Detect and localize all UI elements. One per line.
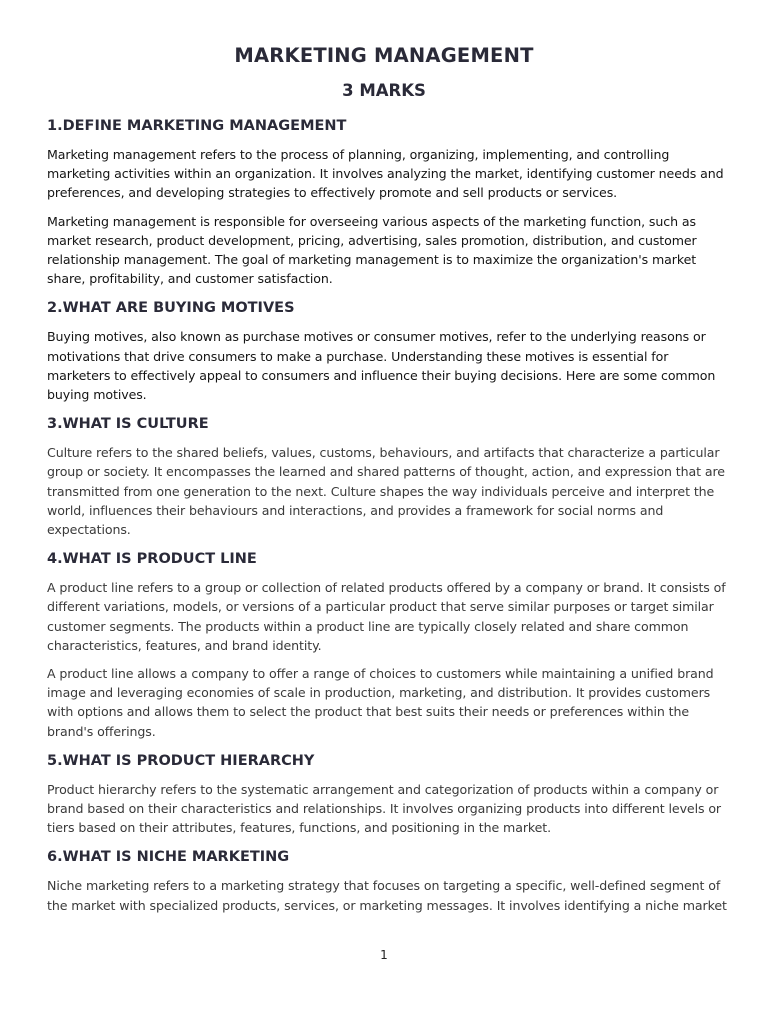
section-heading: 1.DEFINE MARKETING MANAGEMENT (47, 118, 347, 134)
section-culture (47, 413, 727, 539)
page-number: 1 (380, 948, 388, 962)
section-product-hierarchy (47, 750, 727, 838)
section-heading: 2.WHAT ARE BUYING MOTIVES (47, 300, 295, 317)
document-title: MARKETING MANAGEMENT (234, 44, 534, 67)
section-paragraph: A product line allows a company to offer a range of choices to customers while maintaining a unified brand image and leveraging economies of scale in production, marketing, and distribution. It provides customers with options and allows them to select the product that best suits their needs or preferences within the brand's offerings. (47, 666, 714, 739)
section-paragraph: Marketing management refers to the process of planning, organizing, implementing, and controlling marketing activities within an organization. It involves analyzing the market, identifying customer needs and preferences, and developing strategies to effectively promote and sell products or services. (47, 147, 724, 201)
section-paragraph: Niche marketing refers to a marketing strategy that focuses on targeting a specific, well-defined segment of the market with specialized products, services, or marketing messages. It involves identifying a niche market (47, 878, 727, 913)
section-product-line (47, 548, 727, 741)
document-body (47, 115, 727, 924)
section-paragraph: Buying motives, also known as purchase motives or consumer motives, refer to the underlying reasons or motivations that drive consumers to make a purchase. Understanding these motives is essential for marketers to effectively appeal to consumers and influence their buying decisions. Here are some common buying motives. (47, 329, 716, 403)
section-heading: 6.WHAT IS NICHE MARKETING (47, 849, 290, 866)
section-heading: 4.WHAT IS PRODUCT LINE (47, 551, 257, 568)
section-heading: 5.WHAT IS PRODUCT HIERARCHY (47, 752, 315, 769)
section-paragraph: A product line refers to a group or collection of related products offered by a company or brand. It consists of different variations, models, or versions of a particular product that serve similar purposes or target similar customer segments. The products within a product line are typically closely related and share common characteristics, features, and brand identity. (47, 580, 726, 653)
section-define-marketing-management (47, 115, 727, 288)
section-paragraph: Marketing management is responsible for overseeing various aspects of the marketing function, such as market research, product development, pricing, advertising, sales promotion, distribution, and customer relationship management. The goal of marketing management is to maximize the organization's market share, profitability, and customer satisfaction. (47, 213, 697, 287)
section-niche-marketing (47, 846, 727, 914)
section-buying-motives (47, 297, 727, 404)
section-paragraph: Culture refers to the shared beliefs, values, customs, behaviours, and artifacts that characterize a particular group or society. It encompasses the learned and shared patterns of thought, action, and expression that are transmitted from one generation to the next. Culture shapes the way individuals perceive and interpret the world, influences their behaviours and interactions, and provides a framework for social norms and expectations. (47, 445, 725, 538)
section-heading: 3.WHAT IS CULTURE (47, 416, 209, 433)
section-paragraph: Product hierarchy refers to the systematic arrangement and categorization of products within a company or brand based on their characteristics and relationships. It involves organizing products into different levels or tiers based on their attributes, features, functions, and positioning in the market. (47, 781, 722, 836)
document-subtitle: 3 MARKS (342, 81, 426, 100)
